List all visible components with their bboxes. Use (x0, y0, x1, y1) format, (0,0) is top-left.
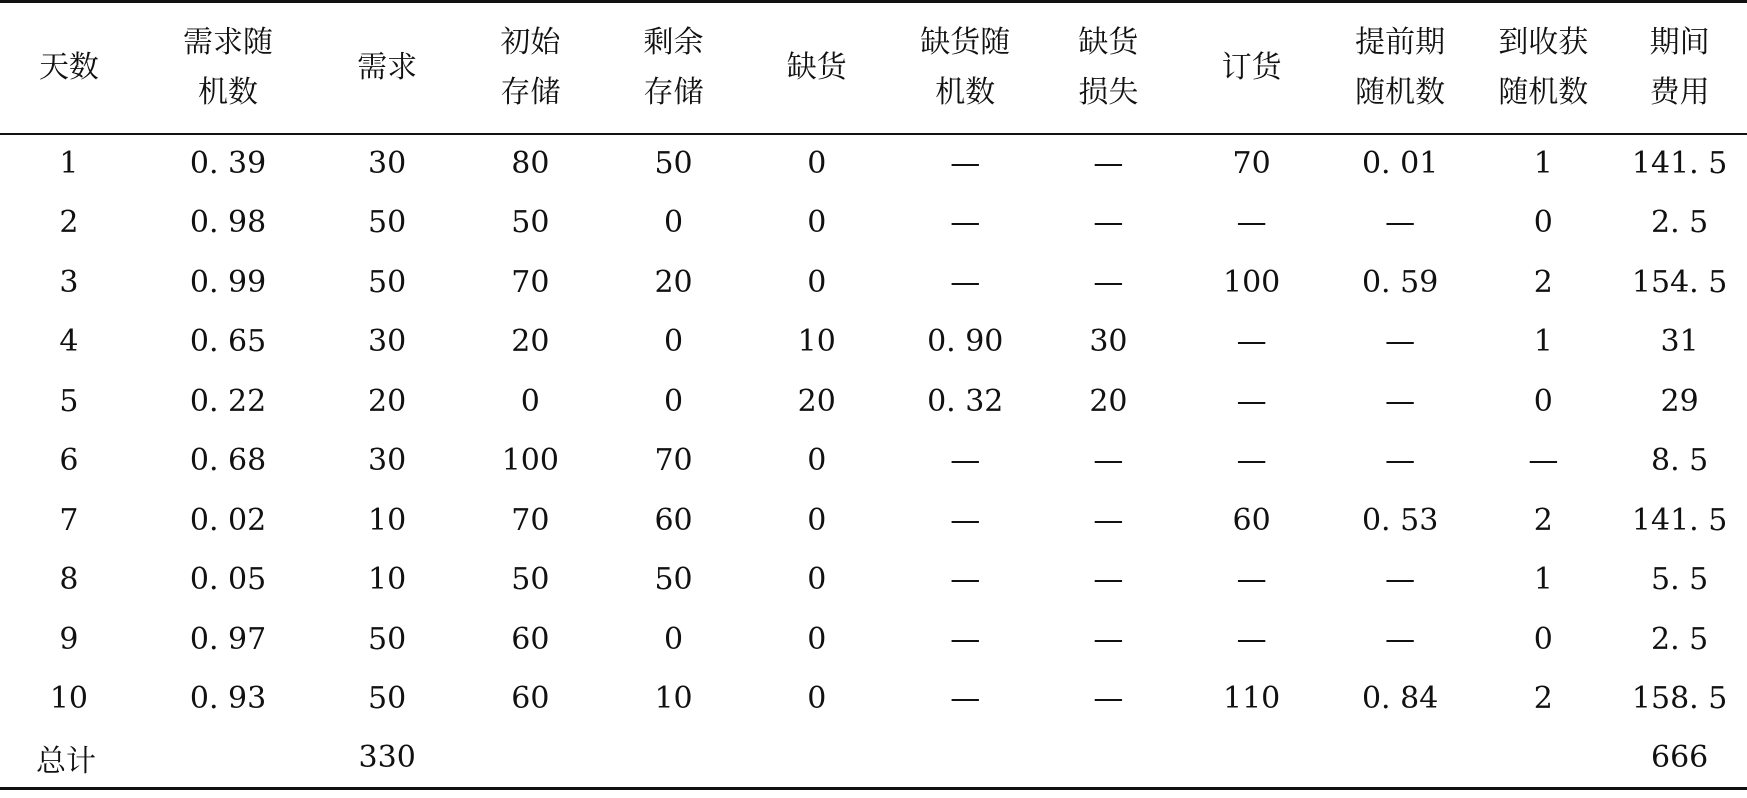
cell-period-cost: 29 (1660, 383, 1699, 419)
cell-demand-random: 0. 22 (189, 383, 267, 419)
cell-remaining-stock: 10 (654, 681, 693, 717)
cell-initial-stock: 50 (511, 205, 550, 241)
header-text-line: 损失 (1078, 74, 1139, 110)
header-text-line: 剩余 (643, 24, 704, 60)
header-text-line: 需求 (357, 49, 418, 85)
table-body (0, 134, 1747, 789)
cell-period-cost: 31 (1660, 324, 1699, 360)
total-empty-cell (1326, 729, 1475, 789)
cell-shortage: 0 (807, 146, 827, 182)
cell-demand: 10 (368, 502, 407, 538)
cell-order: — (1236, 562, 1267, 598)
header-text-line: 缺货随 (920, 24, 1011, 60)
header-text-line: 随机数 (1498, 74, 1589, 110)
table-row (0, 372, 1747, 432)
header-text-line: 订货 (1221, 49, 1282, 85)
cell-shortage-random: — (950, 264, 981, 300)
cell-demand-random: 0. 39 (189, 146, 267, 182)
cell-remaining-stock: 0 (663, 205, 684, 241)
cell-order: — (1236, 443, 1267, 479)
cell-initial-stock: 60 (511, 681, 550, 717)
table-row (0, 550, 1747, 610)
header-text-line: 需求随 (183, 24, 274, 60)
header-text-line: 存储 (500, 74, 561, 110)
cell-demand: 50 (368, 205, 407, 241)
cell-day: 6 (59, 443, 79, 479)
cell-shortage-loss: — (1093, 443, 1124, 479)
cell-period-cost: 141. 5 (1631, 502, 1728, 538)
cell-shortage: 0 (807, 205, 827, 241)
cell-shortage-random: 0. 32 (927, 383, 1004, 419)
total-empty-cell (456, 729, 605, 789)
header-text-line: 随机数 (1355, 74, 1446, 110)
cell-remaining-stock: 0 (663, 324, 684, 360)
total-empty-cell (1177, 729, 1326, 789)
cell-period-cost: 158. 5 (1631, 681, 1728, 717)
cell-shortage: 0 (807, 502, 827, 538)
cell-lead-time-random: 0. 84 (1361, 681, 1439, 717)
table-row (0, 669, 1747, 729)
cell-order: 70 (1232, 146, 1271, 182)
cell-demand-random: 0. 93 (189, 681, 267, 717)
cell-day: 4 (59, 324, 79, 360)
header-lead-time-random (1326, 2, 1475, 134)
cell-shortage: 0 (807, 681, 827, 717)
cell-shortage-random: 0. 90 (927, 324, 1004, 360)
header-shortage-random (891, 2, 1040, 134)
cell-demand: 50 (368, 681, 407, 717)
cell-day: 10 (49, 681, 89, 717)
header-text-line: 天数 (38, 49, 99, 85)
cell-demand-random: 0. 99 (189, 264, 267, 300)
header-text-line: 机数 (935, 74, 996, 110)
cell-arrival-random: — (1528, 443, 1559, 479)
cell-initial-stock: 70 (511, 264, 550, 300)
cell-shortage: 0 (807, 562, 827, 598)
total-empty-cell (605, 729, 743, 789)
header-text-line: 缺货 (786, 49, 847, 85)
cell-shortage-loss: — (1093, 205, 1124, 241)
cell-shortage: 0 (807, 621, 827, 657)
header-demand-random (138, 2, 318, 134)
header-text-line: 费用 (1649, 74, 1710, 110)
cell-order: 60 (1232, 502, 1271, 538)
cell-day: 5 (59, 383, 79, 419)
header-initial-stock (456, 2, 605, 134)
cell-remaining-stock: 0 (663, 383, 684, 419)
cell-period-cost: 8. 5 (1651, 443, 1709, 479)
cell-lead-time-random: — (1385, 562, 1416, 598)
cell-demand-random: 0. 02 (189, 502, 267, 538)
cell-shortage-random: — (950, 205, 981, 241)
cell-initial-stock: 80 (511, 146, 550, 182)
cell-shortage-loss: — (1093, 562, 1124, 598)
cell-remaining-stock: 50 (654, 562, 693, 598)
cell-demand: 10 (368, 562, 407, 598)
header-shortage-loss (1039, 2, 1177, 134)
header-text-line: 提前期 (1355, 24, 1446, 60)
table-row (0, 253, 1747, 313)
table-header (0, 2, 1747, 134)
cell-demand: 50 (368, 264, 407, 300)
cell-arrival-random: 1 (1533, 146, 1553, 182)
cell-demand: 50 (368, 621, 407, 657)
cell-period-cost: 2. 5 (1651, 621, 1709, 657)
cell-day: 7 (59, 502, 79, 538)
cell-arrival-random: 1 (1533, 562, 1553, 598)
cell-demand: 20 (368, 383, 407, 419)
cell-shortage: 0 (807, 443, 827, 479)
cell-arrival-random: 0 (1533, 205, 1553, 241)
header-text-line: 机数 (198, 74, 259, 110)
cell-order: 100 (1222, 264, 1281, 300)
cell-arrival-random: 0 (1533, 621, 1553, 657)
cell-day: 1 (59, 146, 79, 182)
cell-day: 9 (59, 621, 79, 657)
cell-arrival-random: 2 (1533, 502, 1553, 538)
total-empty-cell (1039, 729, 1177, 789)
cell-lead-time-random: — (1385, 205, 1416, 241)
total-empty-cell (891, 729, 1040, 789)
total-row (0, 729, 1747, 789)
cell-shortage-random: — (950, 562, 981, 598)
cell-demand-random: 0. 65 (189, 324, 267, 360)
table-row (0, 134, 1747, 194)
cell-shortage-random: — (950, 146, 981, 182)
cell-order: — (1236, 324, 1267, 360)
cell-lead-time-random: — (1385, 443, 1416, 479)
cell-order: — (1236, 383, 1267, 419)
header-text-line: 初始 (500, 24, 561, 60)
cell-shortage-random: — (950, 443, 981, 479)
cell-initial-stock: 0 (520, 383, 540, 419)
cell-period-cost: 2. 5 (1651, 205, 1709, 241)
cell-initial-stock: 20 (511, 324, 550, 360)
header-day (0, 2, 138, 134)
cell-remaining-stock: 0 (663, 621, 684, 657)
header-shortage (742, 2, 891, 134)
table-row (0, 312, 1747, 372)
cell-demand-random: 0. 68 (189, 443, 267, 479)
cell-shortage: 10 (797, 324, 836, 360)
cell-shortage: 0 (807, 264, 827, 300)
cell-shortage-loss: 30 (1089, 324, 1128, 360)
header-text-line: 期间 (1649, 24, 1710, 60)
cell-arrival-random: 0 (1533, 383, 1553, 419)
cell-order: 110 (1222, 681, 1281, 717)
cell-demand: 30 (368, 324, 407, 360)
header-row (0, 2, 1747, 134)
cell-initial-stock: 60 (511, 621, 550, 657)
cell-lead-time-random: — (1385, 621, 1416, 657)
total-demand: 330 (318, 729, 456, 789)
total-empty-cell (138, 729, 318, 789)
table-row (0, 431, 1747, 491)
cell-demand: 30 (368, 146, 407, 182)
cell-day: 2 (59, 205, 79, 241)
cell-remaining-stock: 60 (654, 502, 693, 538)
cell-remaining-stock: 50 (654, 146, 693, 182)
cell-day: 3 (59, 264, 79, 300)
cell-lead-time-random: 0. 01 (1361, 146, 1439, 182)
cell-shortage: 20 (797, 383, 836, 419)
cell-period-cost: 154. 5 (1631, 264, 1728, 300)
cell-shortage-loss: — (1093, 621, 1124, 657)
total-cost: 666 (1612, 729, 1747, 789)
cell-order: — (1236, 205, 1267, 241)
table-row (0, 491, 1747, 551)
cell-arrival-random: 2 (1533, 264, 1553, 300)
header-text-line: 缺货 (1078, 24, 1139, 60)
total-empty-cell (1474, 729, 1612, 789)
header-text-line: 存储 (643, 74, 704, 110)
table-row (0, 193, 1747, 253)
header-period-cost (1612, 2, 1747, 134)
cell-lead-time-random: — (1385, 324, 1416, 360)
cell-period-cost: 5. 5 (1651, 562, 1709, 598)
cell-initial-stock: 50 (511, 562, 550, 598)
cell-shortage-loss: — (1093, 502, 1124, 538)
cell-day: 8 (59, 562, 79, 598)
table-row (0, 610, 1747, 670)
cell-shortage-random: — (950, 502, 981, 538)
cell-shortage-loss: — (1093, 681, 1124, 717)
cell-demand: 30 (368, 443, 407, 479)
cell-shortage-loss: 20 (1089, 383, 1128, 419)
cell-initial-stock: 100 (501, 443, 559, 479)
header-remaining-stock (605, 2, 743, 134)
cell-shortage-random: — (950, 621, 981, 657)
header-demand (318, 2, 456, 134)
cell-arrival-random: 1 (1533, 324, 1553, 360)
cell-shortage-random: — (950, 681, 981, 717)
cell-order: — (1236, 621, 1267, 657)
cell-remaining-stock: 20 (654, 264, 693, 300)
header-text-line: 到收获 (1498, 24, 1589, 60)
cell-period-cost: 141. 5 (1631, 146, 1728, 182)
header-arrival-random (1474, 2, 1612, 134)
cell-arrival-random: 2 (1533, 681, 1553, 717)
cell-lead-time-random: 0. 59 (1361, 264, 1439, 300)
cell-lead-time-random: — (1385, 383, 1416, 419)
cell-shortage-loss: — (1093, 264, 1124, 300)
cell-remaining-stock: 70 (654, 443, 693, 479)
total-empty-cell (742, 729, 891, 789)
cell-shortage-loss: — (1093, 146, 1124, 182)
total-label: 总计 (0, 729, 138, 789)
cell-lead-time-random: 0. 53 (1361, 502, 1439, 538)
cell-demand-random: 0. 05 (189, 562, 267, 598)
cell-demand-random: 0. 98 (189, 205, 267, 241)
cell-demand-random: 0. 97 (189, 621, 267, 657)
cell-initial-stock: 70 (511, 502, 550, 538)
header-order (1177, 2, 1326, 134)
